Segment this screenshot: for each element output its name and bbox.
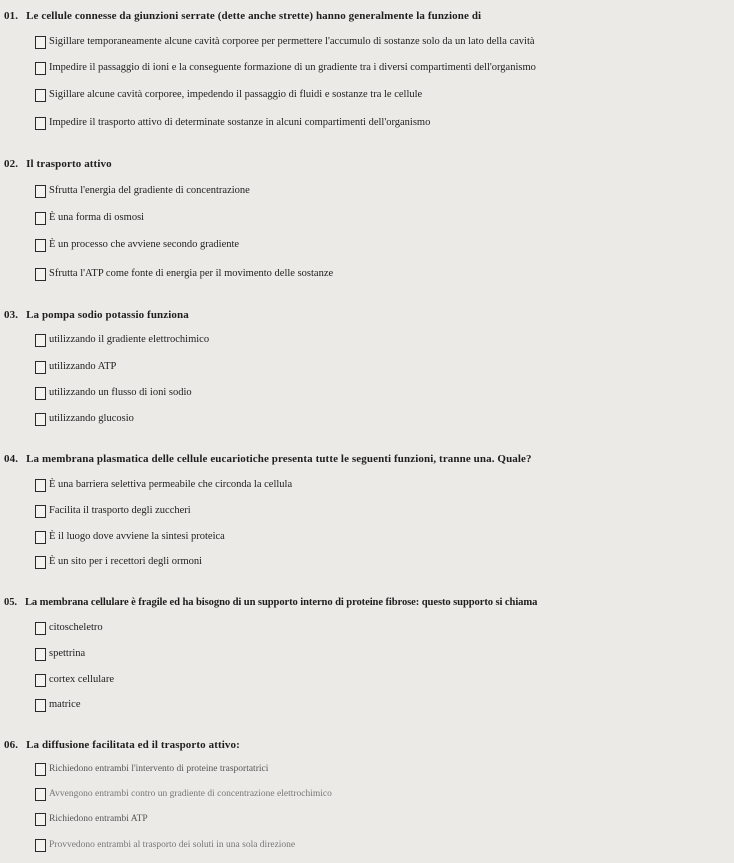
question-title xyxy=(4,309,189,321)
checkbox[interactable] xyxy=(35,505,46,518)
question-text: La diffusione facilitata ed il trasporto attivo: xyxy=(26,739,240,751)
option-label: Impedire il trasporto attivo di determinate sostanze in alcuni compartimenti dell'organismo xyxy=(49,117,431,128)
option-label: È un sito per i recettori degli ormoni xyxy=(49,556,203,567)
checkbox[interactable] xyxy=(35,479,46,492)
checkbox[interactable] xyxy=(35,62,46,75)
question-text: Il trasporto attivo xyxy=(26,158,112,170)
question-number: 02. xyxy=(4,158,19,170)
checkbox[interactable] xyxy=(35,699,46,712)
checkbox[interactable] xyxy=(35,185,46,198)
option-label: È una forma di osmosi xyxy=(49,212,145,223)
option-label: Sfrutta l'energia del gradiente di concentrazione xyxy=(49,185,250,196)
checkbox[interactable] xyxy=(35,212,46,225)
option-label: È una barriera selettiva permeabile che circonda la cellula xyxy=(49,479,293,490)
checkbox[interactable] xyxy=(35,239,46,252)
question-number: 03. xyxy=(4,309,19,321)
question-number: 04. xyxy=(4,453,19,465)
question-title xyxy=(4,453,532,465)
option-label: È un processo che avviene secondo gradiente xyxy=(49,239,240,250)
question-number: 06. xyxy=(4,739,19,751)
checkbox[interactable] xyxy=(35,839,46,852)
option-label: Richiedono entrambi ATP xyxy=(49,814,148,824)
checkbox[interactable] xyxy=(35,36,46,49)
checkbox[interactable] xyxy=(35,387,46,400)
checkbox[interactable] xyxy=(35,117,46,130)
checkbox[interactable] xyxy=(35,763,46,776)
question-number: 05. xyxy=(4,597,17,608)
checkbox[interactable] xyxy=(35,622,46,635)
option-label: Facilita il trasporto degli zuccheri xyxy=(49,505,191,516)
checkbox[interactable] xyxy=(35,788,46,801)
option-label: Sfrutta l'ATP come fonte di energia per il movimento delle sostanze xyxy=(49,268,334,279)
option-label: matrice xyxy=(49,699,81,710)
checkbox[interactable] xyxy=(35,413,46,426)
checkbox[interactable] xyxy=(35,648,46,661)
option-label: Sigillare temporaneamente alcune cavità corporee per permettere l'accumulo di sostanze solo da un lato della cavità xyxy=(49,36,535,47)
option-label: utilizzando ATP xyxy=(49,361,117,372)
option-label: Avvengono entrambi contro un gradiente di concentrazione elettrochimico xyxy=(49,789,332,799)
option-label: cortex cellulare xyxy=(49,674,114,685)
question-text: Le cellule connesse da giunzioni serrate (dette anche strette) hanno generalmente la funzione di xyxy=(26,10,482,22)
checkbox[interactable] xyxy=(35,334,46,347)
option-label: utilizzando il gradiente elettrochimico xyxy=(49,334,210,345)
question-number: 01. xyxy=(4,10,19,22)
option-label: Impedire il passaggio di ioni e la conseguente formazione di un gradiente tra i diversi compartimenti dell'organismo xyxy=(49,62,536,73)
option-label: Richiedono entrambi l'intervento di proteine trasportatrici xyxy=(49,764,269,774)
option-label: Sigillare alcune cavità corporee, impedendo il passaggio di fluidi e sostanze tra le cellule xyxy=(49,89,423,100)
option-label: Provvedono entrambi al trasporto dei soluti in una sola direzione xyxy=(49,840,296,850)
checkbox[interactable] xyxy=(35,361,46,374)
checkbox[interactable] xyxy=(35,813,46,826)
checkbox[interactable] xyxy=(35,674,46,687)
question-text: La membrana plasmatica delle cellule eucariotiche presenta tutte le seguenti funzioni, tranne una. Quale? xyxy=(26,453,532,465)
option-label: È il luogo dove avviene la sintesi proteica xyxy=(49,531,225,542)
checkbox[interactable] xyxy=(35,268,46,281)
question-title xyxy=(4,158,112,170)
question-title xyxy=(4,597,537,608)
question-title xyxy=(4,10,481,22)
option-label: citoscheletro xyxy=(49,622,103,633)
option-label: utilizzando un flusso di ioni sodio xyxy=(49,387,192,398)
question-text: La pompa sodio potassio funziona xyxy=(26,309,189,321)
question-title xyxy=(4,739,240,751)
option-label: spettrina xyxy=(49,648,86,659)
option-label: utilizzando glucosio xyxy=(49,413,134,424)
checkbox[interactable] xyxy=(35,531,46,544)
checkbox[interactable] xyxy=(35,556,46,569)
question-text: La membrana cellulare è fragile ed ha bisogno di un supporto interno di proteine fibrose: questo supporto si chiama xyxy=(24,597,538,608)
checkbox[interactable] xyxy=(35,89,46,102)
